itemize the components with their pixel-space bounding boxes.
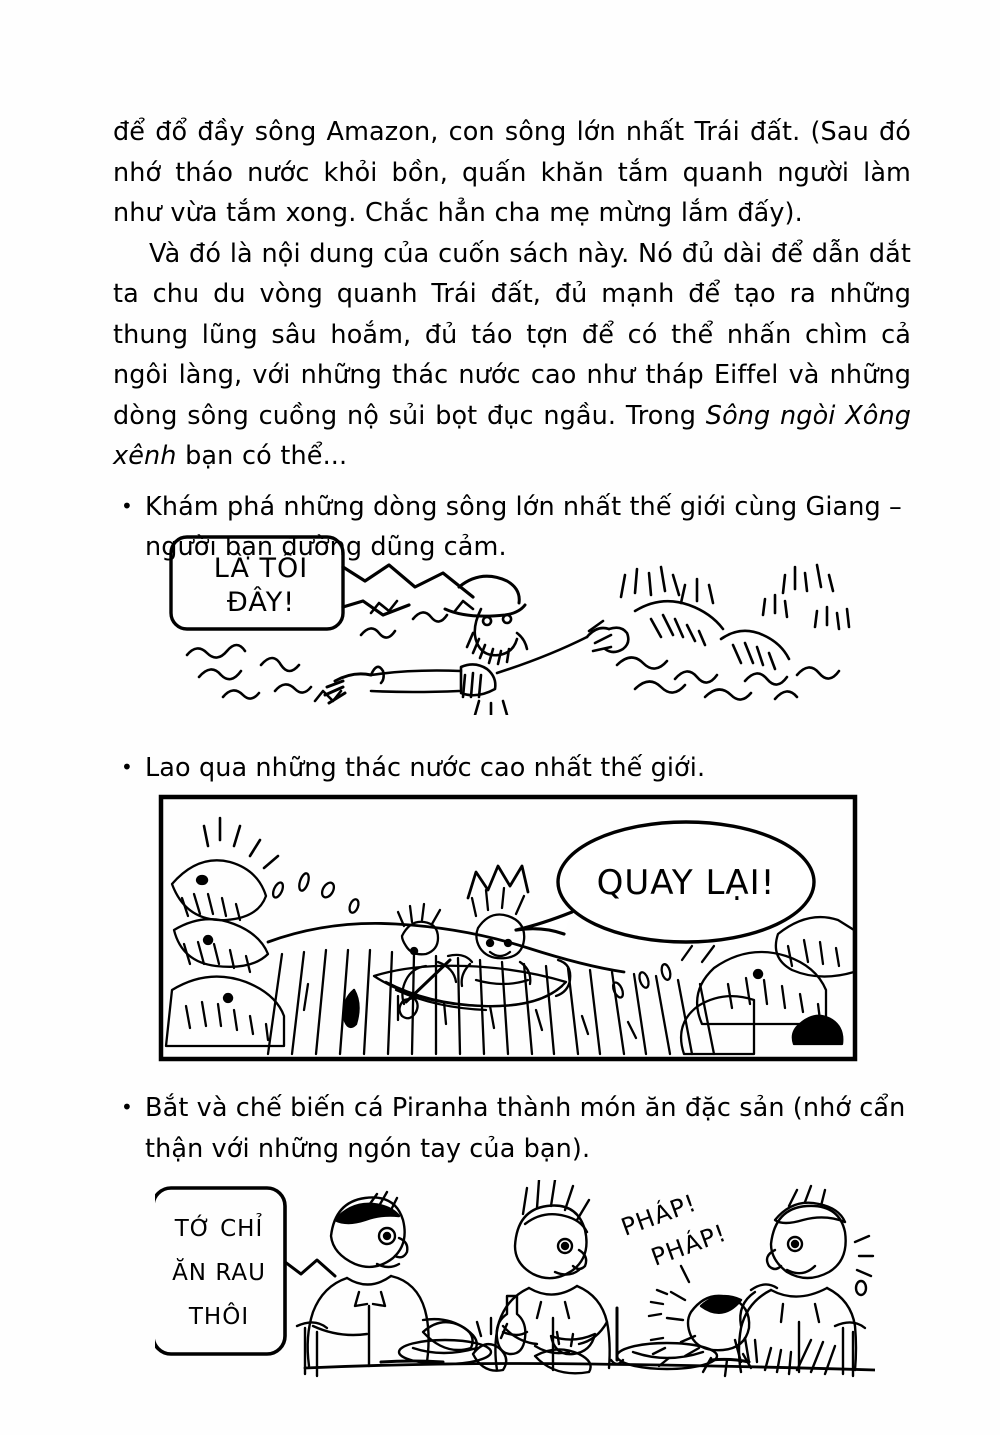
paragraph-lead-text: Và đó là nội dung của cuốn sách này. Nó đủ dài để dẫn dắt ta chu du vòng quanh Trái đất, đủ mạnh để tạo ra những thung lũng sâu hoắm, đủ táo tợn để có thể nhấn chìm cả ngôi làng, với những thác nước cao như tháp Eiffel và những dòng sông cuồng nộ sủi bọt đục ngầu. Trong <box>113 238 911 431</box>
speech-bubble-line-1: LÀ TÔI <box>213 553 309 584</box>
paragraph-book-description <box>113 234 911 477</box>
bullet-list-piranha <box>113 1088 911 1169</box>
illustration-waterfall-boat <box>158 794 858 1062</box>
sound-effect-2: PHÁP! <box>647 1218 731 1272</box>
illustration-river-guide <box>165 515 865 715</box>
sound-effect-1: PHÁP! <box>617 1188 701 1242</box>
paragraph-continuation: để đổ đầy sông Amazon, con sông lớn nhất Trái đất. (Sau đó nhớ tháo nước khỏi bồn, quấn khăn tắm quanh người làm như vừa tắm xong. Chắc hẳn cha mẹ mừng lắm đấy). <box>113 117 911 228</box>
bullet-piranha: • Bắt và chế biến cá Piranha thành món ăn đặc sản (nhớ cẩn thận với những ngón tay của bạn). <box>113 1088 911 1169</box>
speech-box-line-2: ĂN RAU <box>172 1260 266 1286</box>
paragraph-tail-text: bạn có thể... <box>176 441 348 471</box>
bullet-list-waterfall <box>113 748 911 789</box>
speech-box-line-1: TỚ CHỈ <box>174 1216 264 1242</box>
speech-box-line-3: THÔI <box>188 1304 250 1330</box>
waterfall-speech-text: QUAY LẠI! <box>596 863 776 903</box>
text-column <box>113 112 911 568</box>
sound-effect-group <box>617 1188 730 1272</box>
illustration-piranha-dinner <box>155 1180 875 1380</box>
speech-bubble-line-2: ĐÂY! <box>226 587 296 618</box>
bullet-explore-rivers: • Khám phá những dòng sông lớn nhất thế giới cùng Giang – người bạn đường dũng cảm. <box>113 487 911 568</box>
bullet-waterfalls: • Lao qua những thác nước cao nhất thế giới. <box>113 748 911 789</box>
book-title: Sông ngòi Xông xênh <box>113 400 912 471</box>
